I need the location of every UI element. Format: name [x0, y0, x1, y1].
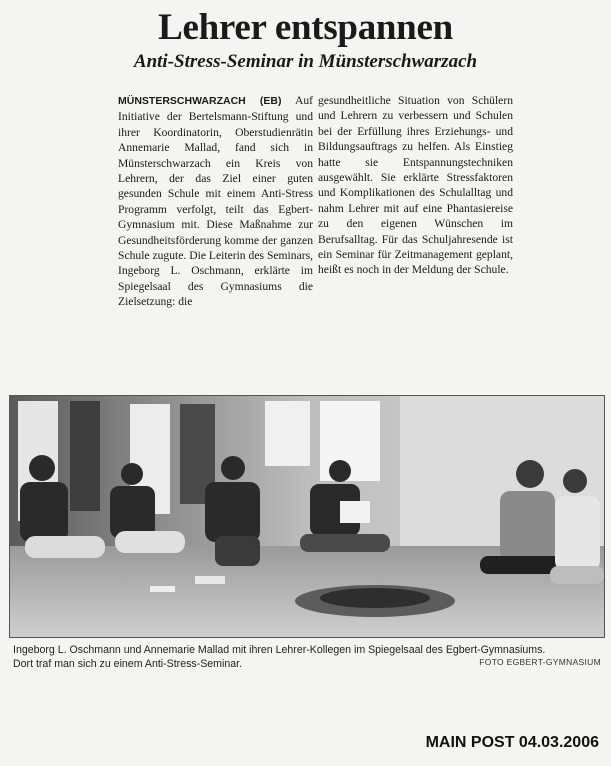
column-left-text: Auf Initiative der Bertelsmann-Stiftung und ihrer Koordinatorin, Oberstudienrätin Annemarie Mallad, fand sich in Münsterschwarzach ein Kreis von Lehrern, der das Ziel einer guten gesunden Schule mit einem Anti-Stress Programm verfolgt, teilt das Egbert-Gymnasium mit. Diese Maßnahme zur Gesundheitsförderung komme der ganzen Schule zugute. Die Leiterin des Seminars, Ingeborg L. Oschmann, erklärte im Spiegelsaal des Gymnasiums die Zielsetzung: die	[118, 94, 313, 309]
newspaper-source: MAIN POST 04.03.2006	[425, 734, 599, 751]
photo-credit: FOTO EGBERT-GYMNASIUM	[479, 657, 601, 667]
seminar-photo	[9, 395, 605, 638]
subheadline: Anti-Stress-Seminar in Münsterschwarzach	[133, 51, 478, 72]
caption-line-2: Dort traf man sich zu einem Anti-Stress-Seminar.	[13, 658, 243, 670]
dateline: MÜNSTERSCHWARZACH (EB)	[118, 95, 282, 107]
column-right-text: gesundheitliche Situation von Schülern und Lehrern zu verbessern und Schulen bei der Erfüllung ihres Erziehungs- und Bildungsauftrags zu helfen. Als Einstieg hatte sie Entspannungstechniken ausgewählt. Sie erklärte Stressfaktoren und Komplikationen des Schulalltag und nahm Lehrer mit auf eine Phantasiereise zu den eigenen Wünschen im Berufsalltag. Für das Schuljahresende ist ein Seminar für Zeitmanagement geplant, heißt es noch in der Meldung der Schule.	[318, 94, 513, 277]
article-column-left	[118, 93, 313, 310]
headline: Lehrer entspannen	[158, 7, 453, 48]
article-column-right	[318, 93, 513, 278]
caption-line-1: Ingeborg L. Oschmann und Annemarie Mallad mit ihren Lehrer-Kollegen im Spiegelsaal des Egbert-Gymnasiums.	[13, 644, 546, 656]
